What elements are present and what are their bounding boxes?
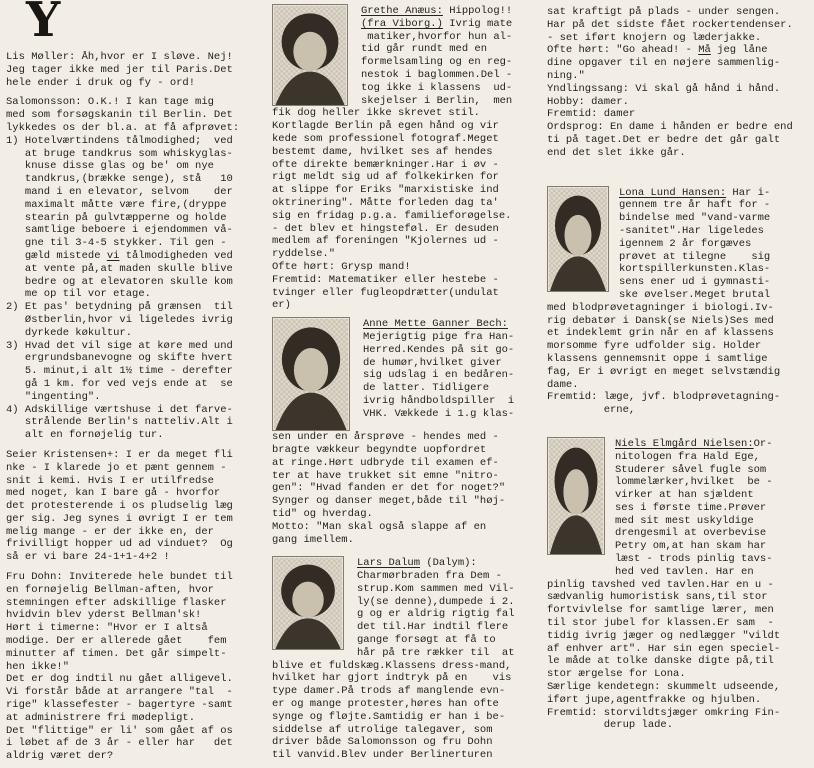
text-line: fik dog heller ikke skrevet stil.	[272, 107, 480, 120]
text-line: Fremtid: damer	[547, 108, 636, 121]
text-line: Det "flittige" er li' som gået af os	[6, 724, 233, 737]
text-line: Jeg tager ikke med jer til Paris.Det	[6, 63, 233, 76]
paragraph	[272, 431, 548, 546]
text-segment: jeg låne	[710, 44, 768, 57]
text-line: stearin på gulvtæpperne og holde	[6, 211, 227, 224]
student-profile-annemette	[272, 317, 548, 431]
text-line: matiker,hvorfor hun al-	[361, 30, 513, 43]
text-line: modige. Der er allerede gået fem	[6, 635, 227, 648]
portrait-photo-niels	[547, 437, 605, 555]
text-line: Motto: "Man skal også slappe af en	[272, 520, 487, 533]
text-line: 4) Adskillige værtshuse i det farve-	[6, 403, 233, 416]
student-profile-niels	[547, 437, 813, 579]
text-line: Fremtid: læge, jvf. blodprøvetagning-	[547, 391, 781, 404]
text-line: tid går rundt med en	[361, 43, 488, 56]
profile-side-text	[619, 186, 770, 302]
profile-side-text	[361, 4, 512, 107]
text-line: 2) Et pas' betydning på grænsen til	[6, 301, 233, 314]
student-profile-grethe	[272, 4, 548, 107]
paragraph	[6, 571, 268, 763]
text-line: ses i første time.Prøver	[615, 501, 767, 514]
text-line: virker at han sjældent	[615, 489, 754, 502]
text-line: er)	[272, 299, 291, 312]
text-line: ning."	[547, 69, 585, 82]
text-line: Seier Kristensen+: I er da meget fli	[6, 448, 233, 461]
text-line: Charmørbraden fra Dem -	[357, 570, 502, 583]
text-line: minutter af timen. Det går simpelt-	[6, 647, 227, 660]
text-line: nestok i baglommen.Del -	[361, 68, 513, 81]
text-line: strålende Berlin's natteliv.Alt i	[6, 416, 233, 429]
text-line: at slippe for Eriks "marxistiske ind	[272, 184, 499, 197]
text-line: det til.Har indtil flere	[357, 621, 509, 634]
text-line: Vi forstår både at arrangere "tal -	[6, 686, 233, 699]
portrait-photo-annemette	[272, 317, 350, 431]
text-line: Fremtid: Matematiker eller hestebe -	[272, 273, 499, 286]
text-line: dyrkede køkultur.	[6, 326, 133, 339]
text-line: aldrig været der?	[6, 750, 114, 763]
text-line: at bruge tandkrus som whiskyglas-	[6, 147, 233, 160]
text-line: med sit mest uskyldige	[615, 514, 754, 527]
text-line: klassens gennemsnit oppe i samtlige	[547, 352, 768, 365]
text-segment: Ofte hørt: "Go ahead! -	[547, 44, 699, 57]
paragraph	[6, 51, 268, 89]
text-line: til vanvid.Blev under Berlinerturen	[272, 749, 493, 762]
text-segment: gæld mistede	[6, 249, 107, 262]
text-line: rig debatør i Dansk(se Niels)Ses med	[547, 314, 774, 327]
text-line	[615, 438, 773, 451]
portrait-silhouette	[273, 5, 347, 105]
text-line: 5. minut,i alt 1½ time - derefter	[6, 365, 233, 378]
text-line: formelsamling og en reg-	[361, 56, 513, 69]
text-line: ti på taget.Det er bedre det går galt	[547, 133, 781, 146]
text-line: sens ener ud i gymnasti-	[619, 276, 771, 289]
text-line: gennem tre år haft for -	[619, 199, 771, 212]
text-column-middle	[272, 0, 548, 768]
text-line: tvinger eller fugleopdrætter(undulat	[272, 286, 499, 299]
text-line: hele ender i druk og fy - ord!	[6, 76, 196, 89]
text-line: de humør,hvilket giver	[363, 356, 502, 369]
text-line: at ringe.Hørt udbryde til examen ef-	[272, 456, 499, 469]
text-line: en fornøjelig Bellman-aften, hvor	[6, 583, 214, 596]
text-line: - det blev et hingsteføl. Er desuden	[272, 222, 499, 235]
text-line: igennem 2 år forgæves	[619, 237, 752, 250]
text-line: Petry om,at han skam har	[615, 540, 767, 553]
text-line: Mejerigtig pige fra Han-	[363, 330, 515, 343]
paragraph	[272, 660, 548, 762]
text-segment: Hippolog!!	[442, 5, 513, 17]
text-line: fag, Er i øvrigt en meget selvstændig	[547, 365, 781, 378]
text-line: med noget, kan I bare gå - hvorfor	[6, 487, 221, 500]
text-line: det protesterende i os pludselig læg	[6, 500, 233, 513]
text-segment: tålmodigheden ved	[119, 249, 233, 262]
text-line: erne,	[547, 404, 636, 417]
text-line: Salomonsson: O.K.! I kan tage mig	[6, 96, 214, 109]
text-line: hen ikke!"	[6, 660, 70, 673]
text-line	[619, 187, 770, 200]
text-line: hvidvin blev yderst Bellman'sk!	[6, 609, 202, 622]
text-line: 1) Hotelværtindens tålmodighed; ved	[6, 134, 233, 147]
text-line	[361, 18, 512, 31]
text-line: nke - I klarede jo et pænt gennem -	[6, 461, 227, 474]
text-line: Ordsprog: En dame i hånden er bedre end	[547, 121, 793, 134]
text-line: mand i en elevator, selvom der	[6, 185, 233, 198]
text-line: fortvivlelse for samtlige lærer, men	[547, 604, 774, 617]
text-line: stemningen efter adskillige flasker	[6, 596, 227, 609]
text-line: Studerer såvel fugle som	[615, 463, 767, 476]
text-line: de latter. Tidligere	[363, 382, 490, 395]
text-line: at vente på,at maden skulle blive	[6, 262, 233, 275]
text-line: hår på tre rækker til at	[357, 646, 515, 659]
text-line: tidig ivrig jæger og nedlægger "vildt	[547, 629, 781, 642]
underlined-text: vi	[106, 249, 120, 262]
text-line: type damer.På trods af manglende evn-	[272, 685, 506, 698]
text-line: Hørt i timerne: "Hvor er I altså	[6, 622, 208, 635]
text-line: lommelærker,hvilket be -	[615, 476, 773, 489]
text-line: strup.Kom sammen med Vil-	[357, 582, 515, 595]
text-line: Det er dog indtil nu gået alligevel.	[6, 673, 233, 686]
text-line: Fru Dohn: Inviterede hele bundet til	[6, 571, 233, 584]
text-line: pinlig tavshed ved tavlen.Har en u -	[547, 578, 774, 591]
text-line: gne til 3-4-5 stykker. Til gen -	[6, 237, 227, 250]
paragraph	[6, 96, 268, 442]
text-line: siddelse af utrolige talegaver, som	[272, 723, 493, 736]
text-line: samtlige beboere i ejendommen vå-	[6, 224, 233, 237]
text-line: knuse disse glas og be' om nye	[6, 160, 214, 173]
text-line: læst - trods pinlig tavs-	[615, 553, 773, 566]
text-line: gange forsøgt at få to	[357, 634, 496, 647]
text-line: maximalt måtte være fire,(dryppe	[6, 198, 227, 211]
text-line: Lis Møller: Åh,hvor er I sløve. Nej!	[6, 51, 233, 63]
text-line: drengesmil at overbevise	[615, 527, 767, 540]
text-line: ter at have trukket sit emne "nitro-	[272, 469, 499, 482]
underlined-text: Niels Elmgård Nielsen:	[615, 437, 754, 450]
text-line: gen": "Hvad fanden er det for noget?"	[272, 482, 506, 495]
text-line: - set iført knojern og læderjakke.	[547, 31, 762, 44]
text-line: bindelse med "vand-varme	[619, 212, 771, 225]
text-line: "ingenting".	[6, 390, 101, 403]
text-line: Kortlagde Berlin på egen hånd og vir	[272, 120, 499, 133]
underlined-text: Anne Mette Ganner Bech:	[363, 318, 508, 331]
text-line: rige" klassefester - bagertyre -samt	[6, 699, 233, 712]
text-line	[357, 557, 515, 570]
paragraph	[547, 6, 813, 160]
portrait-photo-lona	[547, 186, 609, 292]
portrait-silhouette	[548, 438, 604, 554]
text-segment: Har i-	[726, 186, 771, 199]
portrait-photo-grethe	[272, 4, 348, 106]
portrait-silhouette	[273, 557, 343, 649]
text-line: gå 1 km. for ved vejs ende at se	[6, 377, 233, 390]
text-line: med blodprøvetagninger i biologi.Iv-	[547, 301, 774, 314]
text-line: tid" og hverdag.	[272, 507, 373, 520]
text-line: Ofte hørt: Grysp mand!	[272, 260, 411, 273]
text-line: Hobby: damer.	[547, 95, 629, 108]
text-line: sig en fridag p.g.a. familieforøgelse.	[272, 209, 512, 222]
text-line: af enhver art". Har sin egen speciel-	[547, 642, 781, 655]
profile-side-text	[357, 556, 515, 659]
text-line: hed ved tavlen. Har en	[615, 565, 754, 578]
text-line: lykkedes os der bl.a. at få afprøvet:	[6, 121, 240, 134]
text-line: snit i kemi. Hvis I er utilfredse	[6, 474, 214, 487]
text-line: Fremtid: storvildtsjæger omkring Fin-	[547, 706, 781, 719]
text-line: nitologen fra Hald Ege,	[615, 450, 760, 463]
text-line: rigt meldt sig ud af folkekirken for	[272, 171, 499, 184]
text-line: bragte vækkeur begyndte uopfordret	[272, 443, 487, 456]
text-line: til stor jubel for klassen.Er sam -	[547, 617, 774, 630]
paragraph	[547, 579, 813, 733]
underlined-text: (fra Viborg.)	[361, 17, 443, 30]
text-column-right	[547, 0, 813, 768]
text-line: Østberlin,hvor vi ligeledes ivrig	[6, 313, 233, 326]
text-line: g og er aldrig rigtig fal	[357, 608, 515, 621]
profile-side-text	[363, 317, 514, 431]
text-line: le måde at tolke danske digte på,til	[547, 655, 774, 668]
text-line: oktrinering". Måtte forleden dag ta'	[272, 196, 499, 209]
section-letter-y: Y	[26, 0, 62, 48]
text-line: synge og fløjte.Samtidig er han i be-	[272, 710, 506, 723]
text-line: Yndlingssang: Vi skal gå hånd i hånd.	[547, 82, 781, 95]
text-line: ryddelse."	[272, 248, 336, 261]
text-line: er og mange protester,høres han ofte	[272, 698, 499, 711]
profile-side-text	[615, 437, 773, 579]
text-line: sig udslag i en bedåren-	[363, 369, 515, 382]
text-line: med som forsøgskanin til Berlin. Det	[6, 109, 233, 122]
underlined-text: Må	[698, 44, 711, 57]
text-line: frivilligt hopper ud ad vinduet? Og	[6, 538, 233, 551]
text-line: iført jupe,agentfrakke og hjulben.	[547, 693, 762, 706]
text-line: prøvet at tilegne sig	[619, 250, 771, 263]
text-line: Synger og danser meget,både til "høj-	[272, 495, 506, 508]
underlined-text: Grethe Anæus:	[361, 5, 443, 17]
text-line: bestemt dame, hvilket ses af hendes	[272, 145, 493, 158]
text-line: dame.	[547, 378, 579, 391]
text-line: bedre og at elevatoren skulle kom	[6, 275, 233, 288]
text-line: melig mange - er der ikke en, der	[6, 525, 214, 538]
text-line: kortspillerkunsten.Klas-	[619, 263, 771, 276]
text-line: -sanitet".Har ligeledes	[619, 224, 764, 237]
text-line: så er vi bare 24-1+1-4+2 !	[6, 551, 170, 564]
text-line: ofte direkte bemærkninger.Har i øv -	[272, 158, 499, 171]
text-line: sat kraftigt på plads - under sengen.	[547, 6, 781, 18]
paragraph	[6, 449, 268, 564]
text-line: 3) Hvad det vil sige at køre med und	[6, 339, 233, 352]
student-profile-lona	[547, 186, 813, 302]
text-line: sædvanlig humoristisk sans,til stor	[547, 591, 768, 604]
text-line: tandkrus,(brække senge), stå 10	[6, 173, 233, 186]
text-line: kede som professionel fotograf.Meget	[272, 132, 499, 145]
text-segment: (Dalym):	[420, 557, 477, 570]
text-line: ergrundsbanevogne og skifte hvert	[6, 352, 233, 365]
text-line: me op til vor etage.	[6, 288, 151, 301]
text-line: ivrig håndboldspiller i	[363, 394, 515, 407]
text-line: Har på det sidste fået rockertendenser.	[547, 18, 793, 31]
text-line: tog ikke i klassens ud-	[361, 81, 513, 94]
text-line	[363, 318, 514, 331]
text-line: et indeklemt grin når en af klassens	[547, 327, 774, 340]
text-line: sen under en årsprøve - hendes med -	[272, 431, 499, 444]
text-line: Særlige kendetegn: skummelt udseende,	[547, 681, 781, 694]
text-line: ger sig. Jeg synes i øvrigt I er tem	[6, 512, 233, 525]
text-line: i løbet af de 3 år - eller har det	[6, 737, 233, 750]
text-line: medlem af foreningen "Kjolernes ud -	[272, 235, 499, 248]
text-line: driver både Salomonsson og fru Dohn	[272, 736, 493, 749]
text-line: end det slet ikke går.	[547, 146, 686, 159]
text-line: skejelser i Berlin, men	[361, 94, 513, 107]
student-profile-lars	[272, 556, 548, 659]
text-segment: Ivrig mate	[442, 17, 513, 30]
portrait-silhouette	[548, 187, 608, 291]
text-line: ly(se denne),dumpede i 2.	[357, 595, 515, 608]
text-line: derup lade.	[547, 719, 674, 732]
underlined-text: Lona Lund Hansen:	[619, 186, 727, 199]
text-line: stor ærgelse for Lona.	[547, 668, 686, 681]
text-line: morsomme fyre udfolder sig. Holder	[547, 340, 762, 353]
text-line: dine opgaver til en nøjere sammenlig-	[547, 57, 781, 70]
text-line: ske øvelser.Meget brutal	[619, 288, 771, 301]
text-line: at administrere fri mødepligt.	[6, 711, 196, 724]
paragraph	[547, 302, 813, 417]
text-line: blive et fuldskæg.Klassens dress-mand,	[272, 659, 512, 672]
paragraph	[272, 107, 548, 312]
text-line: VHK. Vækkede i 1.g klas-	[363, 407, 515, 420]
underlined-text: Lars Dalum	[357, 557, 421, 570]
text-line: Herred.Kendes på sit go-	[363, 343, 515, 356]
text-column-left	[6, 0, 268, 768]
text-line: gang imellem.	[272, 533, 354, 546]
text-line: hvilket har gjort indtryk på en vis	[272, 672, 512, 685]
portrait-photo-lars	[272, 556, 344, 650]
text-line	[6, 250, 268, 263]
text-line	[361, 5, 512, 18]
text-line	[547, 44, 813, 57]
text-line: alt en fornøjelig tur.	[6, 429, 164, 442]
portrait-silhouette	[273, 318, 349, 430]
text-segment: Or-	[753, 437, 773, 450]
